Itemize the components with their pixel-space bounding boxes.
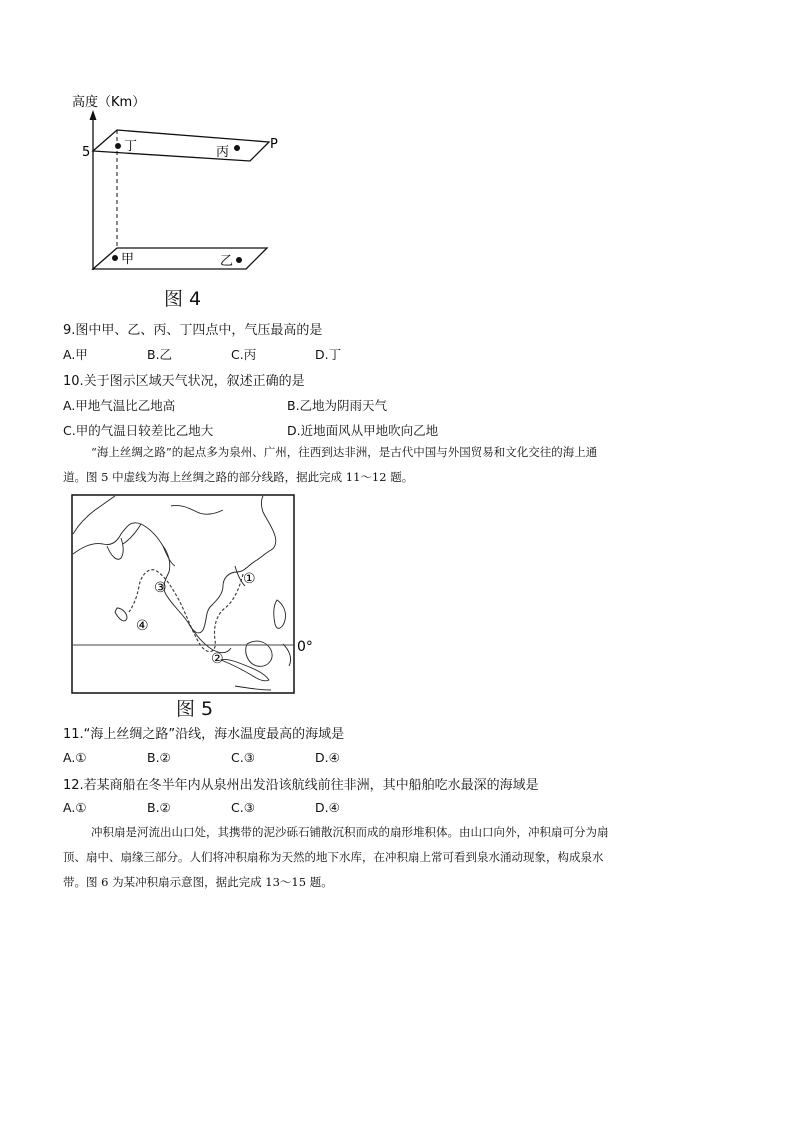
passage-2-line-1: 冲积扇是河流出山口处，其携带的泥沙砾石铺散沉积而成的扇形堆积体。由山口向外，冲积扇可分为扇 [91,825,609,839]
point-bing-label: 丙 [216,145,230,160]
point-ding-label: 丁 [124,139,138,154]
passage-2-line-2: 顶、扇中、扇缘三部分。人们将冲积扇称为天然的地下水库，在冲积扇上常可看到泉水涌动现象，构成泉水 [63,850,604,864]
q9-option-b: B.乙 [147,347,173,362]
equator-label: 0° [297,639,313,655]
passage-2-line-3: 带。图 6 为某冲积扇示意图，据此完成 13～15 题。 [63,875,333,889]
point-ding-dot [115,143,121,149]
q9-option-d: D.丁 [315,347,342,362]
map-frame [72,495,294,693]
q10-option-c: C.甲的气温日较差比乙地大 [63,423,214,438]
marker-1: ① [243,571,256,587]
question-10-stem: 10.关于图示区域天气状况，叙述正确的是 [63,374,305,389]
point-jia-dot [112,255,118,261]
figure-5-caption: 图 5 [176,698,214,720]
q9-option-a: A.甲 [63,347,88,362]
q11-option-c: C.③ [231,750,255,765]
figure-4-diagram [70,90,290,280]
q11-option-d: D.④ [315,750,340,765]
q12-option-a: A.① [63,800,87,815]
q10-option-a: A.甲地气温比乙地高 [63,398,176,413]
q12-option-b: B.② [147,800,171,815]
marker-4: ④ [136,618,149,634]
passage-alluvial-fan [63,820,723,895]
passage-1-line-1: “海上丝绸之路”的起点多为泉州、广州，往西到达非洲，是古代中国与外国贸易和文化交往的海上通 [91,445,598,459]
tick-5-label: 5 [82,145,91,160]
point-yi-label: 乙 [220,254,234,269]
figure-5-map [71,494,323,696]
figure-4-caption: 图 4 [164,288,202,310]
question-12-stem: 12.若某商船在冬半年内从泉州出发沿该航线前往非洲，其中船舶吃水最深的海域是 [63,778,539,793]
passage-silk-road [63,440,723,490]
q12-option-c: C.③ [231,800,255,815]
marker-3: ③ [154,580,167,596]
marker-2: ② [211,651,224,667]
question-9-stem: 9.图中甲、乙、丙、丁四点中，气压最高的是 [63,323,323,338]
point-yi-dot [236,257,242,263]
q12-option-d: D.④ [315,800,340,815]
q10-option-b: B.乙地为阴雨天气 [287,398,388,413]
q9-option-c: C.丙 [231,347,257,362]
q10-option-d: D.近地面风从甲地吹向乙地 [287,423,439,438]
height-axis-label: 高度（Km） [72,95,146,110]
q11-option-b: B.② [147,750,171,765]
question-11-stem: 11.“海上丝绸之路”沿线，海水温度最高的海域是 [63,727,345,742]
passage-1-line-2: 道。图 5 中虚线为海上丝绸之路的部分线路，据此完成 11～12 题。 [63,470,414,484]
q11-option-a: A.① [63,750,87,765]
point-bing-dot [234,145,240,151]
plane-p-label: P [270,137,278,152]
point-jia-label: 甲 [121,252,135,267]
axis-arrow-icon [90,110,97,120]
